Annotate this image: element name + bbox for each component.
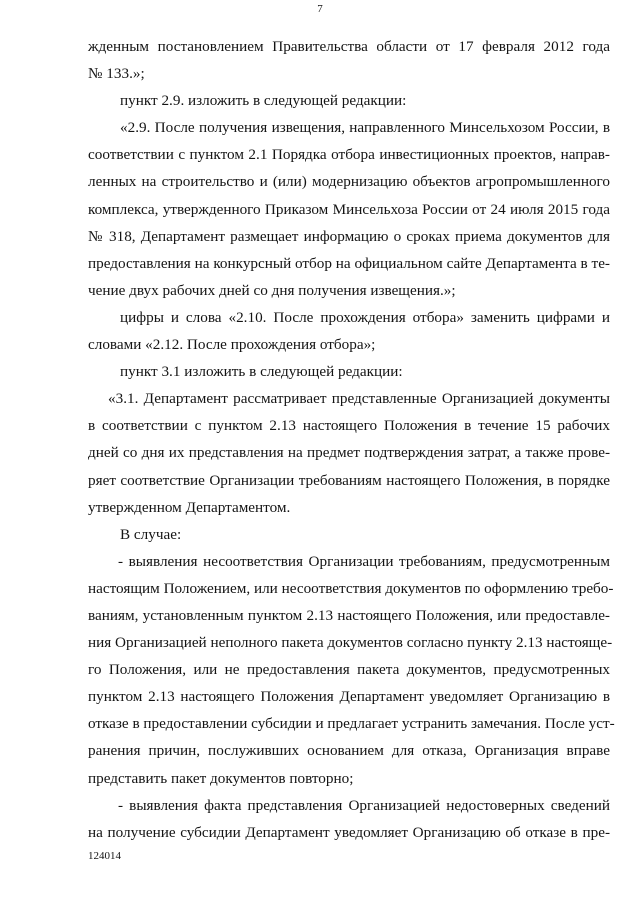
- text-line: в соответствии с пунктом 2.13 настоящего Положения в течение 15 рабочих: [88, 417, 610, 435]
- text-line: № 318, Департамент размещает информацию о сроках приема документов для: [88, 227, 610, 245]
- document-body: [88, 33, 615, 846]
- text-line: утвержденном Департаментом.: [88, 498, 291, 516]
- text-line: настоящим Положением, или несоответствия документов по оформлению требо-: [88, 579, 614, 597]
- text-line: цифры и слова «2.10. После прохождения отбора» заменить цифрами и: [120, 308, 610, 326]
- text-line: пункт 3.1 изложить в следующей редакции:: [120, 363, 403, 381]
- text-line: чение двух рабочих дней со дня получения извещения.»;: [88, 281, 456, 299]
- text-line: отказе в предоставлении субсидии и предлагает устранить замечания. После уст-: [88, 715, 615, 733]
- text-line: ленных на строительство и (или) модернизацию объектов агропромышленного: [88, 173, 610, 191]
- text-line: го Положения, или не предоставления пакета документов, предусмотренных: [88, 661, 610, 679]
- text-line: «2.9. После получения извещения, направленного Минсельхозом России, в: [120, 119, 610, 137]
- text-line: В случае:: [120, 525, 182, 543]
- text-line: на получение субсидии Департамент уведомляет Организацию об отказе в пре-: [88, 823, 610, 841]
- document-code: 124014: [88, 850, 121, 862]
- text-line: пункт 2.9. изложить в следующей редакции:: [120, 92, 407, 110]
- text-line: представить пакет документов повторно;: [88, 769, 354, 787]
- text-line: ранения причин, послуживших основанием для отказа, Организация вправе: [88, 742, 610, 760]
- text-line: дней со дня их представления на предмет подтверждения затрат, а также прове-: [88, 444, 610, 462]
- text-line: - выявления несоответствия Организации требованиям, предусмотренным: [118, 552, 610, 570]
- text-line: ряет соответствие Организации требованиям настоящего Положения, в порядке: [88, 471, 610, 489]
- text-line: предоставления на конкурсный отбор на официальном сайте Департамента в те-: [88, 254, 610, 272]
- text-line: соответствии с пунктом 2.1 Порядка отбора инвестиционных проектов, направ-: [88, 146, 610, 164]
- text-line: комплекса, утвержденного Приказом Минсельхоза России от 24 июля 2015 года: [88, 200, 610, 218]
- text-line: - выявления факта представления Организацией недостоверных сведений: [118, 796, 610, 814]
- page-number: 7: [317, 3, 323, 15]
- text-line: жденным постановлением Правительства области от 17 февраля 2012 года: [88, 38, 610, 55]
- text-line: ваниям, установленным пунктом 2.13 настоящего Положения, или предоставле-: [88, 606, 610, 624]
- text-line: ния Организацией неполного пакета документов согласно пункту 2.13 настояще-: [88, 634, 613, 652]
- text-line: пунктом 2.13 настоящего Положения Департамент уведомляет Организацию в: [88, 688, 610, 706]
- text-line: № 133.»;: [88, 65, 145, 83]
- text-line: словами «2.12. После прохождения отбора»;: [88, 336, 376, 354]
- text-line: «3.1. Департамент рассматривает представленные Организацией документы: [108, 390, 610, 408]
